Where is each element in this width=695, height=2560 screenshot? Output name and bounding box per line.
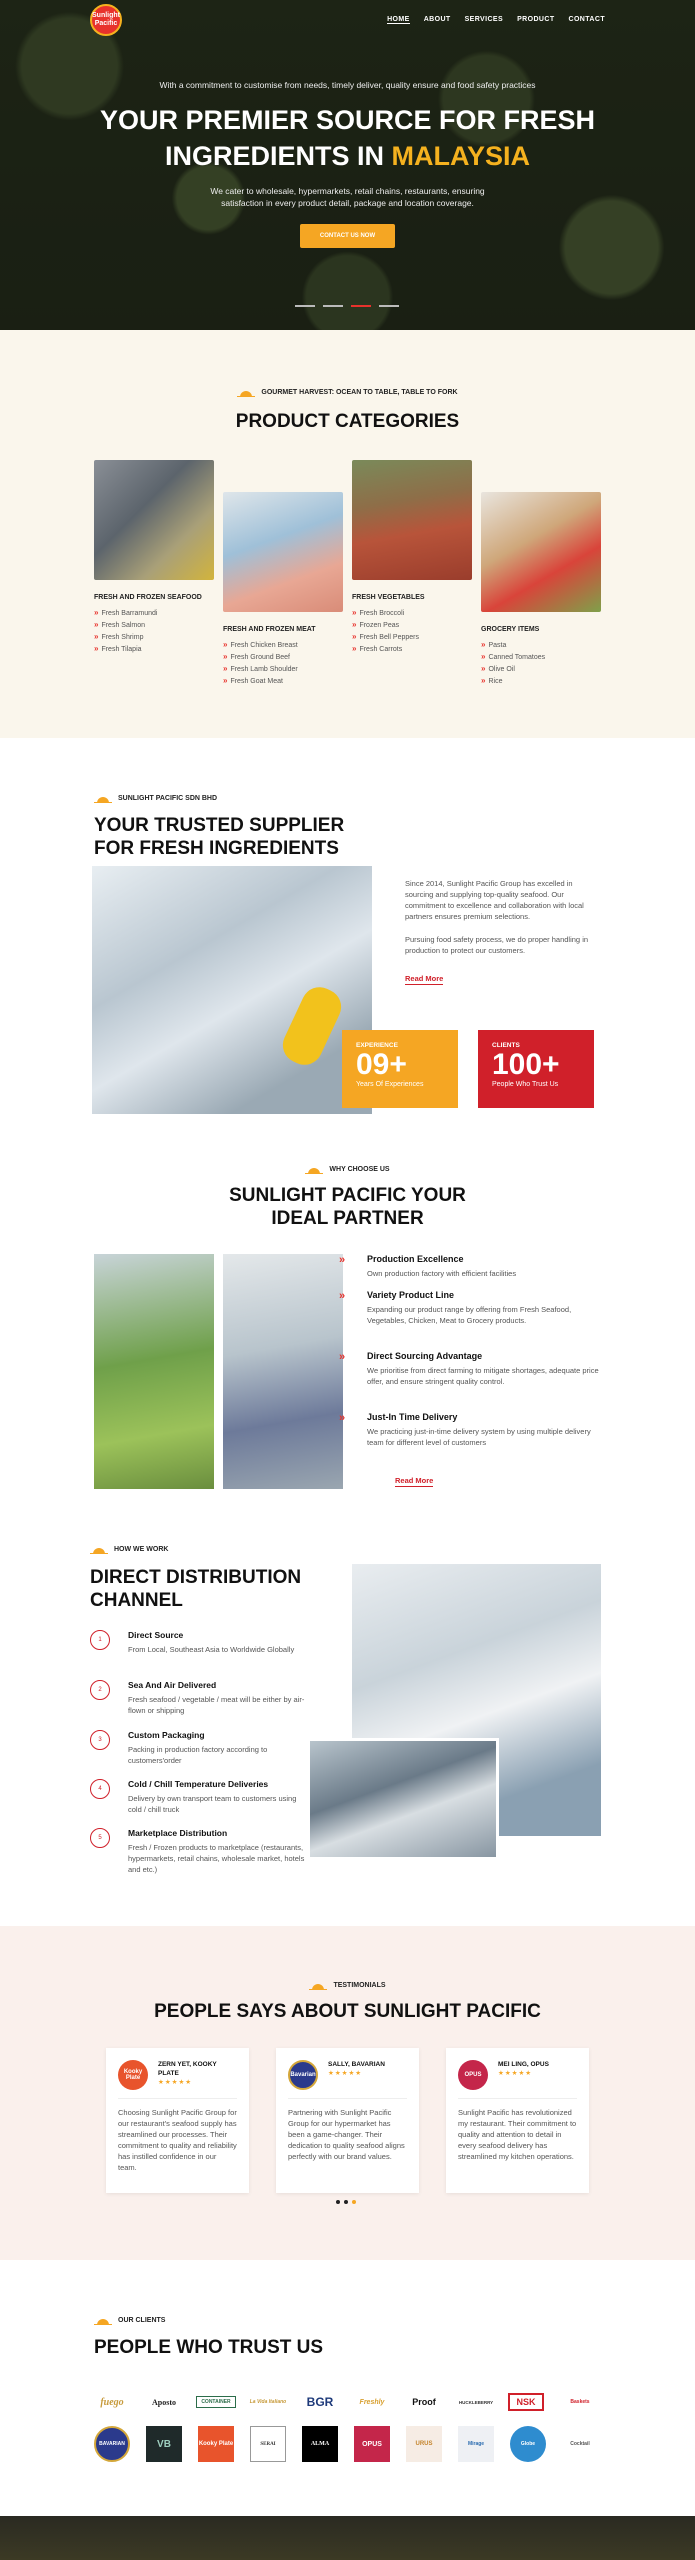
hero-banner xyxy=(0,0,695,330)
distribution-title xyxy=(90,1566,301,1612)
category-name: FRESH VEGETABLES xyxy=(352,594,425,601)
category-list xyxy=(481,639,601,687)
star-rating: ★★★★★ xyxy=(158,2079,193,2086)
list-item: » Fresh Goat Meat xyxy=(223,676,283,685)
list-item: » Fresh Shrimp xyxy=(94,632,144,641)
client-logo: La Vida Italiano xyxy=(249,2399,287,2405)
about-title xyxy=(94,814,344,860)
contact-us-button[interactable]: CONTACT US NOW xyxy=(300,224,395,248)
list-item: » Fresh Ground Beef xyxy=(223,652,290,661)
carousel-dot-active[interactable] xyxy=(352,2200,356,2204)
clients-section xyxy=(0,2260,695,2520)
testimonials-title: PEOPLE SAYS ABOUT SUNLIGHT PACIFIC xyxy=(154,2001,541,2022)
seafood-image xyxy=(94,460,214,580)
why-read-more-link[interactable]: Read More xyxy=(395,1476,434,1485)
client-logo: CONTAINER xyxy=(196,2396,236,2408)
chevrons-icon: » xyxy=(94,644,99,653)
list-item: » Olive Oil xyxy=(481,664,515,673)
sun-icon xyxy=(94,2315,112,2325)
about-image xyxy=(92,866,372,1114)
list-item: » Frozen Peas xyxy=(352,620,400,629)
main-nav xyxy=(387,16,605,24)
sun-icon xyxy=(94,793,112,803)
feature-title: Production Excellence xyxy=(367,1254,464,1264)
why-title xyxy=(0,1184,695,1230)
carousel-dot[interactable] xyxy=(336,2200,340,2204)
stat-value: 100+ xyxy=(492,1048,560,1081)
category-card[interactable] xyxy=(352,460,472,655)
chevrons-icon: » xyxy=(223,664,228,673)
hero-title-line2 xyxy=(0,138,695,174)
product-categories-section xyxy=(0,330,695,738)
step-title: Sea And Air Delivered xyxy=(128,1680,217,1690)
client-logo: Freshly xyxy=(359,2398,385,2406)
avatar: Bavarian xyxy=(288,2060,318,2090)
about-paragraph-2: Pursuing food safety process, we do proper handling in production to protect our customers. xyxy=(405,935,589,955)
list-item: » Canned Tomatoes xyxy=(481,652,546,661)
step-title: Direct Source xyxy=(128,1630,184,1640)
testimonials-eyebrow xyxy=(0,1980,695,1990)
chevrons-icon: » xyxy=(94,608,99,617)
reviewer-name: MEI LING, OPUS xyxy=(498,2061,549,2068)
divider xyxy=(458,2098,577,2099)
distribution-eyebrow xyxy=(90,1544,168,1554)
carousel-dots xyxy=(336,2200,356,2204)
categories-eyebrow-text: GOURMET HARVEST: OCEAN TO TABLE, TABLE TO FORK xyxy=(261,388,458,396)
feature-desc: Expanding our product range by offering from Fresh Seafood, Vegetables, Chicken, Meat to Grocery products. xyxy=(367,1305,572,1325)
client-logo: Baskets xyxy=(570,2399,590,2405)
list-item: » Pasta xyxy=(481,640,507,649)
feature-desc: We prioritise from direct farming to mitigate shortages, adequate price offer, and ensure stringent quality control. xyxy=(367,1366,599,1386)
step-desc: Delivery by own transport team to customers using cold / chill truck xyxy=(128,1794,297,1814)
clients-title: PEOPLE WHO TRUST US xyxy=(94,2337,324,2358)
stat-value: 09+ xyxy=(356,1048,407,1081)
stat-caption: People Who Trust Us xyxy=(492,1081,559,1088)
avatar: OPUS xyxy=(458,2060,488,2090)
list-item: » Fresh Salmon xyxy=(94,620,146,629)
category-card[interactable] xyxy=(94,460,214,655)
step-number: 4 xyxy=(90,1779,110,1799)
why-eyebrow-text: WHY CHOOSE US xyxy=(329,1165,390,1173)
stat-label: EXPERIENCE xyxy=(356,1042,398,1049)
clients-eyebrow-text: OUR CLIENTS xyxy=(118,2316,166,2324)
step-title: Custom Packaging xyxy=(128,1730,205,1740)
client-logo: ALMA xyxy=(302,2426,338,2462)
star-rating: ★★★★★ xyxy=(328,2070,363,2077)
divider xyxy=(118,2098,237,2099)
process-step xyxy=(90,1630,310,1655)
list-item: » Fresh Tilapia xyxy=(94,644,142,653)
list-item: » Fresh Bell Peppers xyxy=(352,632,419,641)
testimonial-card xyxy=(276,2048,419,2193)
grocery-image xyxy=(481,492,601,612)
feature-desc: We practicing just-in-time delivery system by using multiple delivery team for different level of customers xyxy=(367,1427,591,1447)
hero-title-line1: YOUR PREMIER SOURCE FOR FRESH xyxy=(99,105,596,135)
feature-title: Direct Sourcing Advantage xyxy=(367,1351,483,1361)
categories-eyebrow xyxy=(0,387,695,397)
client-logo: OPUS xyxy=(354,2426,390,2462)
category-name: FRESH AND FROZEN SEAFOOD xyxy=(94,594,202,601)
sun-icon xyxy=(237,387,255,397)
chevrons-icon: » xyxy=(223,676,228,685)
stat-label: CLIENTS xyxy=(492,1042,520,1049)
glove-shape xyxy=(277,981,347,1070)
client-logo: HUCKLEBERRY xyxy=(458,2399,494,2405)
feature-title: Variety Product Line xyxy=(367,1290,455,1300)
chevrons-icon: » xyxy=(481,664,486,673)
logo-text: Sunlight Pacific xyxy=(92,12,120,27)
chevrons-icon: » xyxy=(223,640,228,649)
slider-dot[interactable] xyxy=(295,305,315,307)
chevrons-icon: » xyxy=(339,1290,346,1302)
vegetables-image xyxy=(352,460,472,580)
list-item: » Fresh Carrots xyxy=(352,644,403,653)
category-list xyxy=(94,607,214,655)
why-image-1 xyxy=(94,1254,214,1489)
chevrons-icon: » xyxy=(352,620,357,629)
client-logo: Kooky Plate xyxy=(198,2426,234,2462)
category-name: GROCERY ITEMS xyxy=(481,626,540,633)
distribution-title-line2: CHANNEL xyxy=(90,1590,183,1611)
testimonial-card xyxy=(446,2048,589,2193)
category-card[interactable] xyxy=(223,492,343,687)
chevrons-icon: » xyxy=(481,640,486,649)
slider-dots xyxy=(295,305,399,307)
category-list xyxy=(223,639,343,687)
process-step xyxy=(90,1730,310,1766)
category-card[interactable] xyxy=(481,492,601,687)
list-item: » Fresh Barramundi xyxy=(94,608,158,617)
chevrons-icon: » xyxy=(339,1254,346,1266)
step-number: 1 xyxy=(90,1630,110,1650)
distribution-image-fish xyxy=(307,1738,499,1860)
list-item: » Fresh Broccoli xyxy=(352,608,405,617)
about-eyebrow-text: SUNLIGHT PACIFIC SDN BHD xyxy=(118,794,218,802)
footer-strip xyxy=(0,2516,695,2560)
list-item: » Fresh Lamb Shoulder xyxy=(223,664,298,673)
about-read-more-link[interactable]: Read More xyxy=(405,974,444,983)
client-logo: VB xyxy=(146,2426,182,2462)
process-step xyxy=(90,1680,310,1716)
step-desc: From Local, Southeast Asia to Worldwide Globally xyxy=(128,1645,295,1654)
hero-title-highlight: MALAYSIA xyxy=(391,141,531,171)
why-title-line1: SUNLIGHT PACIFIC YOUR xyxy=(229,1185,466,1206)
distribution-eyebrow-text: HOW WE WORK xyxy=(114,1545,169,1553)
chevrons-icon: » xyxy=(481,652,486,661)
meat-image xyxy=(223,492,343,612)
process-step xyxy=(90,1828,310,1875)
slider-dot-active[interactable] xyxy=(351,305,371,307)
hero-title xyxy=(0,102,695,174)
step-title: Marketplace Distribution xyxy=(128,1828,228,1838)
hero-description: We cater to wholesale, hypermarkets, retail chains, restaurants, ensuring satisfaction in every product detail, package and location coverage. xyxy=(210,186,485,208)
feature-desc: Own production factory with efficient facilities xyxy=(367,1269,517,1278)
divider xyxy=(288,2098,407,2099)
reviewer-name: SALLY, BAVARIAN xyxy=(328,2061,385,2068)
testimonial-card xyxy=(106,2048,249,2193)
slider-dot[interactable] xyxy=(323,305,343,307)
categories-title: PRODUCT CATEGORIES xyxy=(235,411,460,432)
step-desc: Fresh seafood / vegetable / meat will be either by air-flown or shipping xyxy=(128,1695,305,1715)
why-choose-us-section xyxy=(0,1138,695,1508)
chevrons-icon: » xyxy=(352,632,357,641)
feature-title: Just-In Time Delivery xyxy=(367,1412,458,1422)
carousel-dot[interactable] xyxy=(344,2200,348,2204)
step-number: 5 xyxy=(90,1828,110,1848)
about-text xyxy=(405,878,595,986)
nav-product[interactable]: PRODUCT xyxy=(517,16,555,23)
client-logo: fuego xyxy=(100,2396,124,2408)
about-paragraph-1: Since 2014, Sunlight Pacific Group has excelled in sourcing and supplying top-quality seafood. Our commitment to excellence and collaboration with local partners ensures premium selections. xyxy=(405,879,584,921)
nav-home[interactable]: HOME xyxy=(387,16,410,23)
hero-subtitle: With a commitment to customise from needs, timely deliver, quality ensure and food safety practices xyxy=(159,80,536,90)
why-eyebrow xyxy=(0,1164,695,1174)
clients-eyebrow xyxy=(94,2315,165,2325)
category-name: FRESH AND FROZEN MEAT xyxy=(223,626,316,633)
client-logo: Globe xyxy=(510,2426,546,2462)
client-logo: Cocktail xyxy=(570,2441,590,2447)
feature-item xyxy=(339,1351,599,1387)
client-logo: URUS xyxy=(406,2426,442,2462)
client-logo: Proof xyxy=(412,2397,436,2407)
process-step xyxy=(90,1779,310,1815)
sun-icon xyxy=(305,1164,323,1174)
about-section xyxy=(0,738,695,1138)
about-title-line1: YOUR TRUSTED SUPPLIER xyxy=(94,815,345,836)
site-logo[interactable] xyxy=(90,4,122,36)
step-desc: Fresh / Frozen products to marketplace (restaurants, hypermarkets, retail chains, wholesale market, hotels and etc.) xyxy=(128,1843,305,1874)
about-eyebrow xyxy=(94,793,217,803)
reviewer-name: ZERN YET, KOOKY PLATE xyxy=(158,2061,217,2077)
sun-icon xyxy=(90,1544,108,1554)
chevrons-icon: » xyxy=(352,644,357,653)
chevrons-icon: » xyxy=(339,1351,346,1363)
why-title-line2: IDEAL PARTNER xyxy=(271,1208,424,1229)
client-logo: BAVARIAN xyxy=(94,2426,130,2462)
testimonial-quote: Partnering with Sunlight Pacific Group for our hypermarket has been a game-changer. Their dedication to quality seafood aligns perfectly with our brand values. xyxy=(288,2108,405,2161)
chevrons-icon: » xyxy=(94,632,99,641)
step-number: 3 xyxy=(90,1730,110,1750)
experience-stat xyxy=(342,1030,458,1108)
distribution-section xyxy=(0,1508,695,1926)
distribution-title-line1: DIRECT DISTRIBUTION xyxy=(90,1567,302,1588)
why-image-2 xyxy=(223,1254,346,1489)
client-logo: Mirage xyxy=(458,2426,494,2462)
feature-item xyxy=(339,1254,599,1279)
step-number: 2 xyxy=(90,1680,110,1700)
chevrons-icon: » xyxy=(223,652,228,661)
nav-contact[interactable]: CONTACT xyxy=(568,16,605,23)
sun-icon xyxy=(309,1980,327,1990)
testimonial-quote: Choosing Sunlight Pacific Group for our restaurant's seafood supply has streamlined our processes. Their commitment to quality and reliability has instilled confidence in our team. xyxy=(118,2108,237,2172)
clients-stat xyxy=(478,1030,594,1108)
testimonials-eyebrow-text: TESTIMONIALS xyxy=(333,1981,386,1989)
chevrons-icon: » xyxy=(94,620,99,629)
client-logo: NSK xyxy=(508,2393,544,2411)
stat-caption: Years Of Experiences xyxy=(356,1081,424,1088)
nav-about[interactable]: ABOUT xyxy=(423,16,451,23)
hero-title-prefix: INGREDIENTS IN xyxy=(164,141,392,171)
feature-item xyxy=(339,1412,599,1448)
list-item: » Rice xyxy=(481,676,503,685)
about-title-line2: FOR FRESH INGREDIENTS xyxy=(94,838,339,859)
slider-dot[interactable] xyxy=(379,305,399,307)
client-logo: SERAI xyxy=(250,2426,286,2462)
star-rating: ★★★★★ xyxy=(498,2070,533,2077)
list-item: » Fresh Chicken Breast xyxy=(223,640,298,649)
step-title: Cold / Chill Temperature Deliveries xyxy=(128,1779,269,1789)
avatar: Kooky Plate xyxy=(118,2060,148,2090)
nav-services[interactable]: SERVICES xyxy=(464,16,504,23)
category-list xyxy=(352,607,472,655)
client-logo: Aposto xyxy=(151,2397,176,2407)
testimonial-quote: Sunlight Pacific has revolutionized my restaurant. Their commitment to quality and attention to detail in every seafood delivery has streamlined my kitchen operations. xyxy=(458,2108,577,2161)
client-logo: BGR xyxy=(306,2395,334,2409)
chevrons-icon: » xyxy=(352,608,357,617)
chevrons-icon: » xyxy=(481,676,486,685)
step-desc: Packing in production factory according to customers'order xyxy=(128,1745,268,1765)
chevrons-icon: » xyxy=(339,1412,346,1424)
feature-item xyxy=(339,1290,599,1326)
